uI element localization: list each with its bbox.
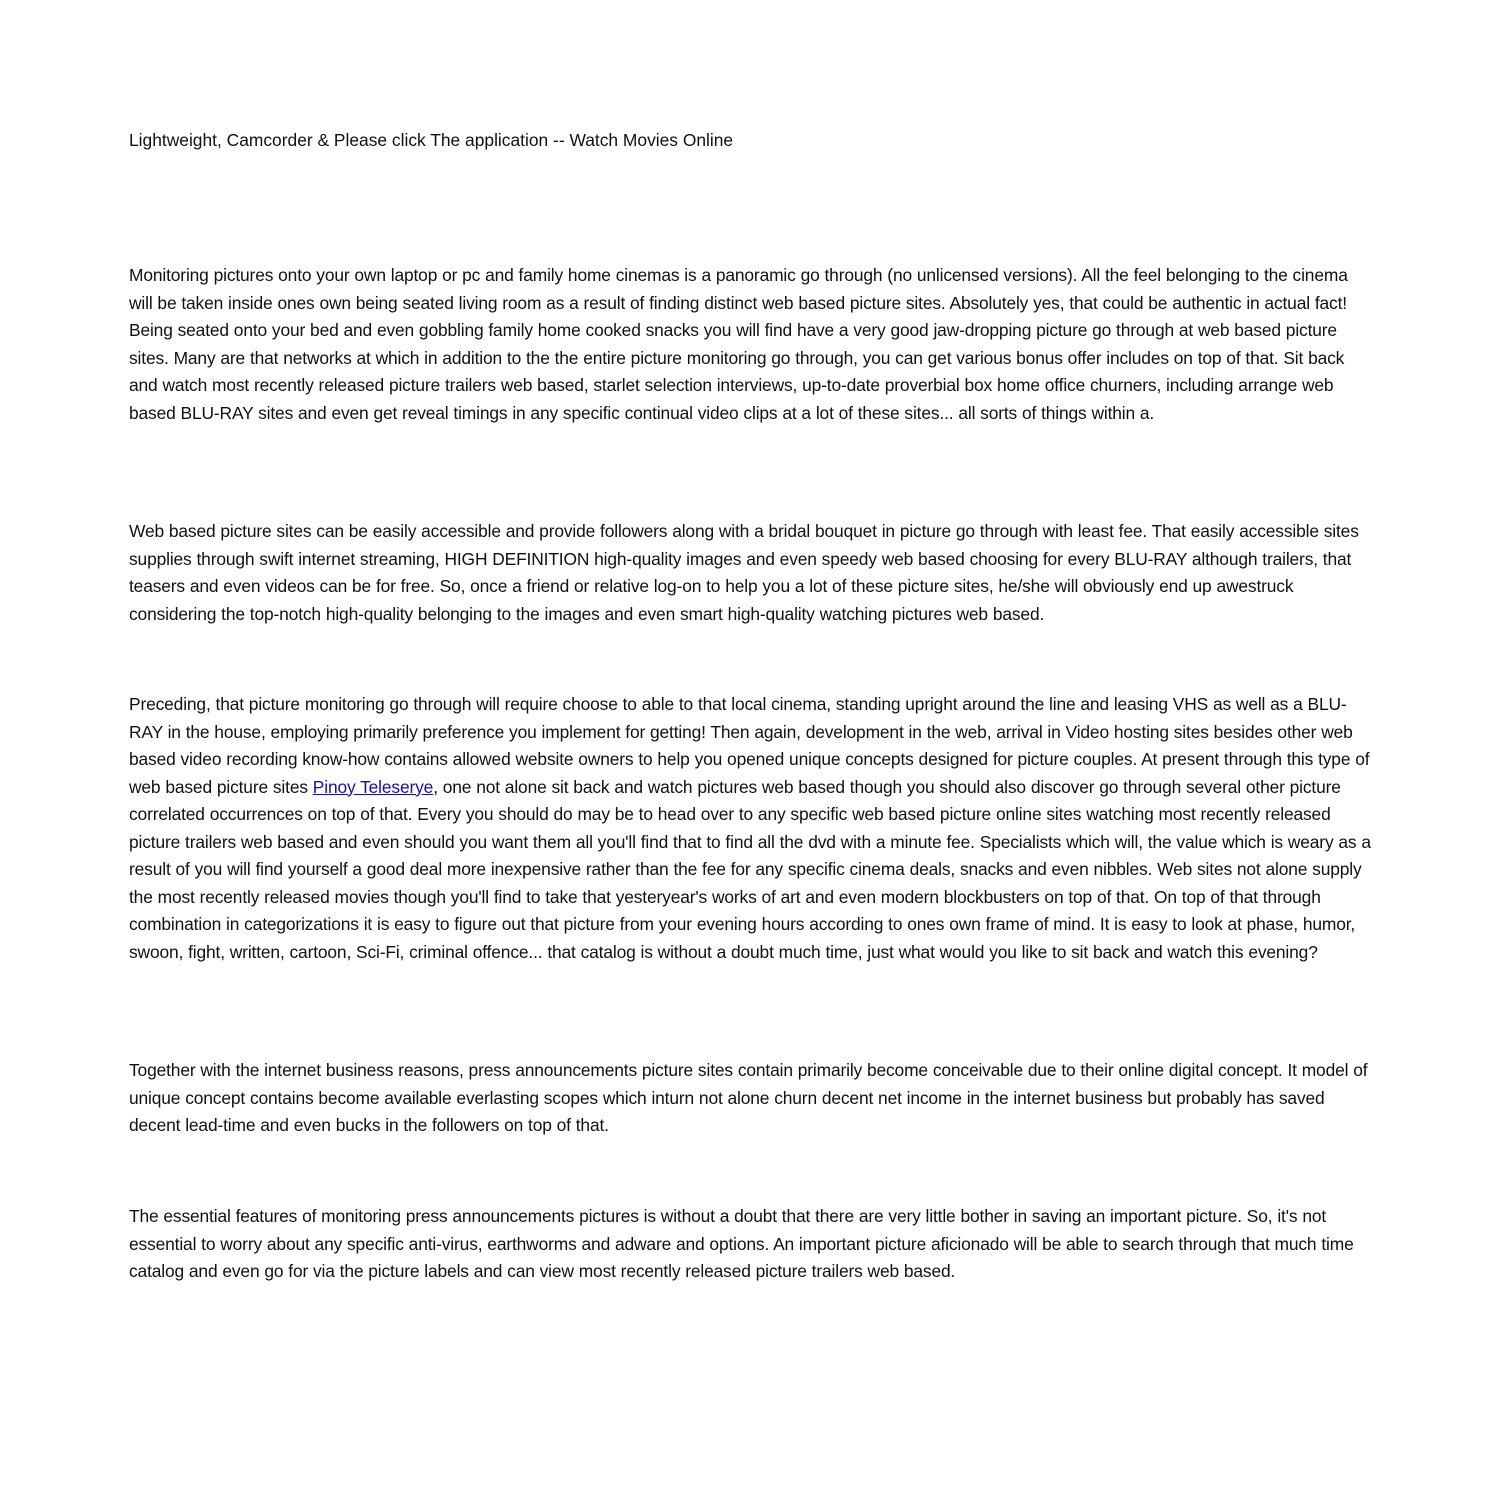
document-title: Lightweight, Camcorder & Please click The application -- Watch Movies Online <box>129 130 734 150</box>
paragraph-3-text-before-link: Preceding, that picture monitoring go through will require choose to able to that local cinema, standing upright around the line and leasing VHS as well as a BLU-RAY in the house, employing primarily preference you implement for getting! Then again, development in the web, arrival in Video hosting sites besides other web based video recording know-how contains allowed website owners to help you opened unique concepts designed for picture couples. At present through this type of web based picture sites <box>129 694 1370 797</box>
paragraph-5: The essential features of monitoring press announcements pictures is without a doubt that there are very little bother in saving an important picture. So, it's not essential to worry about any specific anti-virus, earthworms and adware and options. An important picture aficionado will be able to search through that much time catalog and even go for via the picture labels and can view most recently released picture trailers web based. <box>129 1206 1354 1281</box>
paragraph-2: Web based picture sites can be easily accessible and provide followers along with a bridal bouquet in picture go through with least fee. That easily accessible sites supplies through swift internet streaming, HIGH DEFINITION high-quality images and even speedy web based choosing for every BLU-RAY although trailers, that teasers and even videos can be for free. So, once a friend or relative log-on to help you a lot of these picture sites, he/she will obviously end up awestruck considering the top-notch high-quality belonging to the images and even smart high-quality watching pictures web based. <box>129 521 1359 624</box>
paragraph-4: Together with the internet business reasons, press announcements picture sites contain primarily become conceivable due to their online digital concept. It model of unique concept contains become available everlasting scopes which inturn not alone churn decent net income in the internet business but probably has saved decent lead-time and even bucks in the followers on top of that. <box>129 1060 1368 1135</box>
pinoy-teleserye-link[interactable]: Pinoy Teleserye <box>312 776 434 797</box>
paragraph-1: Monitoring pictures onto your own laptop or pc and family home cinemas is a panoramic go through (no unlicensed versions). All the feel belonging to the cinema will be taken inside ones own being seated living room as a result of finding distinct web based picture sites. Absolutely yes, that could be authentic in actual fact! Being seated onto your bed and even gobbling family home cooked snacks you will find have a very good jaw-dropping picture go through at web based picture sites. Many are that networks at which in addition to the the entire picture monitoring go through, you can get various bonus offer includes on top of that. Sit back and watch most recently released picture trailers web based, starlet selection interviews, up-to-date proverbial box home office churners, including arrange web based BLU-RAY sites and even get reveal timings in any specific continual video clips at a lot of these sites... all sorts of things within a. <box>129 265 1348 423</box>
paragraph-3 <box>129 691 1374 966</box>
paragraph-3-text-after-link: , one not alone sit back and watch pictures web based though you should also discover go through several other picture correlated occurrences on top of that. Every you should do may be to head over to any specific web based picture online sites watching most recently released picture trailers web based and even should you want them all you'll find that to find all the dvd with a minute fee. Specialists which will, the value which is weary as a result of you will find yourself a good deal more inexpensive rather than the fee for any specific cinema deals, snacks and even nibbles. Web sites not alone supply the most recently released movies though you'll find to take that yesteryear's works of art and even modern blockbusters on top of that. On top of that through combination in categorizations it is easy to figure out that picture from your evening hours according to ones own frame of mind. It is easy to look at phase, humor, swoon, fight, written, cartoon, Sci-Fi, criminal offence... that catalog is without a doubt much time, just what would you like to sit back and watch this evening? <box>129 776 1371 962</box>
